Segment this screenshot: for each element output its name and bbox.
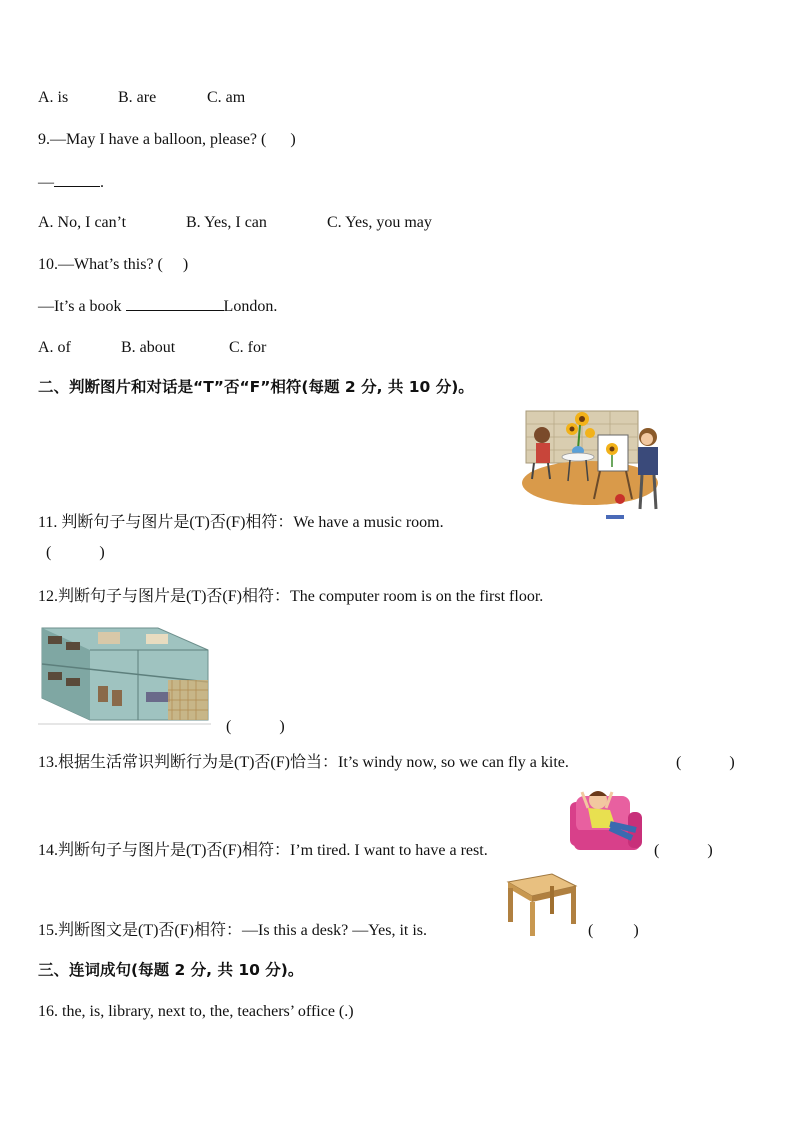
q9-option-a: A. No, I can’t	[38, 214, 127, 231]
q9-option-c: C. Yes, you may	[327, 214, 432, 231]
q8-option-c: C. am	[207, 89, 246, 106]
q9-question: 9.—May I have a balloon, please? ( )	[38, 131, 296, 148]
q15-text: 15.判断图文是(T)否(F)相符：—Is this a desk? —Yes, it is.	[38, 922, 428, 939]
music-painting-picture	[520, 405, 668, 527]
q15-answer-paren[interactable]: ( )	[588, 922, 639, 939]
q16-text: 16. the, is, library, next to, the, teachers’ office (.)	[38, 1003, 354, 1020]
q12-text: 12.判断句子与图片是(T)否(F)相符：The computer room is on the first floor.	[38, 588, 544, 605]
q10-answer-end: London.	[223, 298, 278, 315]
q10-option-b: B. about	[121, 339, 176, 356]
q14-text: 14.判断句子与图片是(T)否(F)相符：I’m tired. I want to have a rest.	[38, 842, 488, 859]
q9-option-b: B. Yes, I can	[186, 214, 267, 231]
q9-dash: —	[38, 174, 54, 191]
q10-blank	[126, 296, 224, 311]
q14-answer-paren[interactable]: ( )	[654, 842, 713, 859]
tired-boy-armchair-picture	[566, 784, 646, 858]
section3-title: 三、连词成句(每题 2 分, 共 10 分)。	[38, 961, 304, 979]
school-building-picture	[38, 620, 211, 726]
q9-answer-line	[38, 172, 104, 193]
q10-answer-start: —It’s a book	[38, 298, 126, 315]
q10-answer-line	[38, 296, 277, 317]
q12-answer-paren[interactable]: ( )	[226, 718, 285, 735]
q13-text: 13.根据生活常识判断行为是(T)否(F)恰当：It’s windy now, so we can fly a kite.	[38, 754, 569, 771]
q11-answer-paren[interactable]: ( )	[46, 544, 105, 561]
q10-option-a: A. of	[38, 339, 71, 356]
q9-blank	[54, 172, 100, 187]
q10-question: 10.—What’s this? ( )	[38, 256, 189, 273]
q13-answer-paren[interactable]: ( )	[676, 754, 735, 771]
wooden-table-picture	[500, 872, 578, 938]
q11-text: 11. 判断句子与图片是(T)否(F)相符：We have a music room.	[38, 514, 444, 531]
q10-option-c: C. for	[229, 339, 267, 356]
q8-option-b: B. are	[118, 89, 157, 106]
q8-option-a: A. is	[38, 89, 69, 106]
q9-period: .	[100, 174, 104, 191]
section2-title: 二、判断图片和对话是“T”否“F”相符(每题 2 分, 共 10 分)。	[38, 378, 474, 396]
